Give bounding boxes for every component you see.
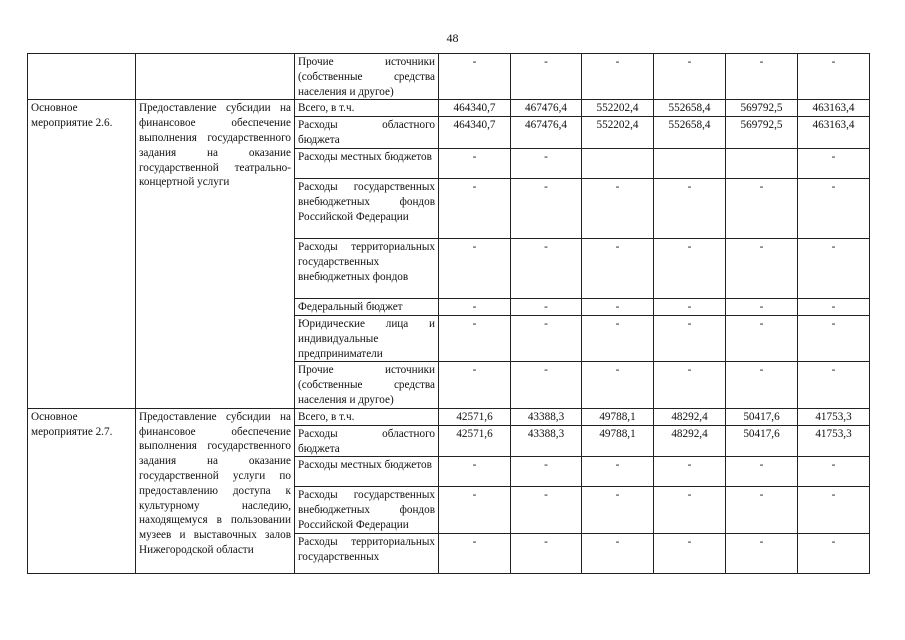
value-cell: - — [726, 533, 798, 573]
value-cell: - — [654, 54, 726, 100]
funding-source-cell: Расходы государственных внебюджетных фондов Российской Федерации — [295, 178, 439, 238]
value-cell: - — [798, 148, 870, 178]
funding-source-cell: Юридические лица и индивидуальные предприниматели — [295, 315, 439, 361]
value-cell: 463163,4 — [798, 100, 870, 117]
value-cell: - — [654, 533, 726, 573]
table-body — [28, 54, 870, 574]
page-number: 48 — [446, 31, 459, 45]
value-cell: - — [726, 178, 798, 238]
value-cell: 43388,3 — [511, 408, 582, 425]
value-cell: 569792,5 — [726, 117, 798, 149]
value-cell: - — [511, 238, 582, 298]
value-cell: 42571,6 — [439, 408, 511, 425]
value-cell: 464340,7 — [439, 100, 511, 117]
value-cell — [582, 148, 654, 178]
value-cell: - — [798, 298, 870, 315]
value-cell — [726, 148, 798, 178]
value-cell: - — [511, 54, 582, 100]
value-cell: - — [654, 298, 726, 315]
value-cell: 467476,4 — [511, 100, 582, 117]
value-cell: 552202,4 — [582, 100, 654, 117]
event-description-cell: Предоставление субсидии на финансовое обеспечение выполнения государственного задания на оказание государственной театрально-концертной услуги — [136, 100, 295, 408]
funding-source-cell: Всего, в т.ч. — [295, 100, 439, 117]
value-cell: - — [511, 148, 582, 178]
value-cell: - — [582, 487, 654, 533]
value-cell: - — [439, 457, 511, 487]
value-cell: 569792,5 — [726, 100, 798, 117]
value-cell: - — [582, 298, 654, 315]
value-cell: - — [582, 315, 654, 361]
budget-table — [27, 53, 870, 574]
value-cell: - — [439, 487, 511, 533]
funding-source-cell: Расходы территориальных государственных — [295, 533, 439, 573]
value-cell: 48292,4 — [654, 408, 726, 425]
value-cell: - — [798, 54, 870, 100]
value-cell: - — [439, 54, 511, 100]
value-cell: - — [726, 362, 798, 408]
value-cell: 552658,4 — [654, 100, 726, 117]
value-cell: 552658,4 — [654, 117, 726, 149]
value-cell: 464340,7 — [439, 117, 511, 149]
event-description-cell: Предоставление субсидии на финансовое обеспечение выполнения государственного задания на оказание государственной услуги по предоставлению доступа к культурному наследию, находящемуся в пользовании музеев и выставочных залов Нижегородской области — [136, 408, 295, 573]
funding-source-cell: Расходы областного бюджета — [295, 425, 439, 457]
value-cell: - — [511, 315, 582, 361]
value-cell: - — [439, 238, 511, 298]
value-cell: 41753,3 — [798, 408, 870, 425]
value-cell: - — [439, 315, 511, 361]
value-cell: - — [654, 238, 726, 298]
funding-source-cell: Расходы областного бюджета — [295, 117, 439, 149]
value-cell: - — [439, 533, 511, 573]
value-cell: - — [798, 315, 870, 361]
funding-source-cell: Расходы государственных внебюджетных фондов Российской Федерации — [295, 487, 439, 533]
value-cell: - — [511, 362, 582, 408]
value-cell: - — [511, 298, 582, 315]
value-cell: - — [798, 487, 870, 533]
table-row — [28, 100, 870, 117]
value-cell: 463163,4 — [798, 117, 870, 149]
value-cell: - — [726, 238, 798, 298]
value-cell: - — [582, 533, 654, 573]
value-cell: - — [798, 533, 870, 573]
value-cell: 467476,4 — [511, 117, 582, 149]
funding-source-cell: Всего, в т.ч. — [295, 408, 439, 425]
value-cell: - — [798, 362, 870, 408]
value-cell: - — [798, 238, 870, 298]
funding-source-cell: Прочие источники (собственные средства населения и другое) — [295, 362, 439, 408]
value-cell: - — [582, 178, 654, 238]
value-cell: 42571,6 — [439, 425, 511, 457]
event-description-cell — [136, 54, 295, 100]
value-cell: - — [511, 533, 582, 573]
value-cell: 49788,1 — [582, 408, 654, 425]
value-cell: - — [582, 457, 654, 487]
funding-source-cell: Федеральный бюджет — [295, 298, 439, 315]
value-cell: 552202,4 — [582, 117, 654, 149]
table-row — [28, 54, 870, 100]
value-cell: 50417,6 — [726, 408, 798, 425]
value-cell: 50417,6 — [726, 425, 798, 457]
value-cell: - — [654, 457, 726, 487]
value-cell: - — [798, 457, 870, 487]
value-cell — [654, 148, 726, 178]
funding-source-cell: Расходы территориальных государственных внебюджетных фондов — [295, 238, 439, 298]
value-cell: - — [439, 178, 511, 238]
value-cell: - — [582, 54, 654, 100]
value-cell: - — [726, 54, 798, 100]
value-cell: - — [439, 362, 511, 408]
value-cell: - — [511, 457, 582, 487]
table-row — [28, 408, 870, 425]
value-cell: - — [726, 298, 798, 315]
funding-source-cell: Прочие источники (собственные средства населения и другое) — [295, 54, 439, 100]
value-cell: - — [726, 457, 798, 487]
value-cell: - — [654, 315, 726, 361]
value-cell: - — [511, 178, 582, 238]
value-cell: 49788,1 — [582, 425, 654, 457]
funding-source-cell: Расходы местных бюджетов — [295, 148, 439, 178]
value-cell: - — [439, 298, 511, 315]
value-cell: - — [654, 487, 726, 533]
value-cell: - — [654, 362, 726, 408]
value-cell: 43388,3 — [511, 425, 582, 457]
value-cell: - — [582, 238, 654, 298]
value-cell: - — [582, 362, 654, 408]
value-cell: - — [798, 178, 870, 238]
value-cell: - — [654, 178, 726, 238]
event-cell: Основное мероприятие 2.6. — [28, 100, 136, 408]
value-cell: - — [726, 315, 798, 361]
value-cell: - — [439, 148, 511, 178]
event-cell — [28, 54, 136, 100]
value-cell: - — [726, 487, 798, 533]
event-cell: Основное мероприятие 2.7. — [28, 408, 136, 573]
funding-source-cell: Расходы местных бюджетов — [295, 457, 439, 487]
value-cell: 48292,4 — [654, 425, 726, 457]
value-cell: - — [511, 487, 582, 533]
value-cell: 41753,3 — [798, 425, 870, 457]
